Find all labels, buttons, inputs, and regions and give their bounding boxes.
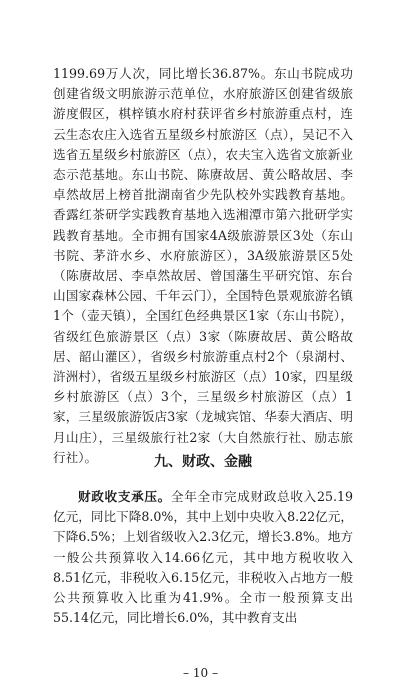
paragraph-body: 全年全市完成财政总收入25.19亿元，同比下降8.0%，其中上划中央收入8.22亿元，下降6.5%；上划省级收入2.3亿元，增长3.8%。地方一般公共预算收入14.66亿元，其中地方税收收入8.51亿元，非税收入6.15亿元，非税收入占地方一般公共预算收入比重为41.9%。全市一般预算支出55.14亿元，同比增长6.0%，其中教育支出 [53, 489, 353, 626]
paragraph-tourism: 1199.69万人次，同比增长36.87%。东山书院成功创建省级文明旅游示范单位，水府旅游区创建省级旅游度假区，棋梓镇水府村获评省乡村旅游重点村，连云生态农庄入选省五星级乡村旅游区（点），吴记不入选省五星级乡村旅游区（点），农夫宝入选省文旅新业态示范基地。东山书院、陈赓故居、黄公略故居、李卓然故居上榜首批湖南省少先队校外实践教育基地。香露红茶研学实践教育基地入选湘潭市第六批研学实践教育基地。全市拥有国家4A级旅游景区3处（东山书院、茅浒水乡、水府旅游区），3A级旅游景区5处（陈赓故居、李卓然故居、曾国藩生平研究馆、东台山国家森林公园、千年云门），全国特色景观旅游名镇1个（壶天镇），全国红色经典景区1家（东山书院），省级红色旅游景区（点）3家（陈赓故居、黄公略故居、韶山灌区），省级乡村旅游重点村2个（泉湖村、浒洲村），省级五星级乡村旅游区（点）10家，四星级乡村旅游区（点）3个，三星级乡村旅游区（点）1家，三星级旅游饭店3家（龙城宾馆、华泰大酒店、明月山庄），三星级旅行社2家（大自然旅行社、励志旅行社）。 [53, 66, 353, 465]
paragraph-lead: 财政收支承压。 [78, 489, 171, 504]
paragraph-finance [53, 487, 353, 628]
page-number: – 10 – [183, 666, 218, 680]
section-heading-finance: 九、财政、金融 [154, 454, 252, 470]
